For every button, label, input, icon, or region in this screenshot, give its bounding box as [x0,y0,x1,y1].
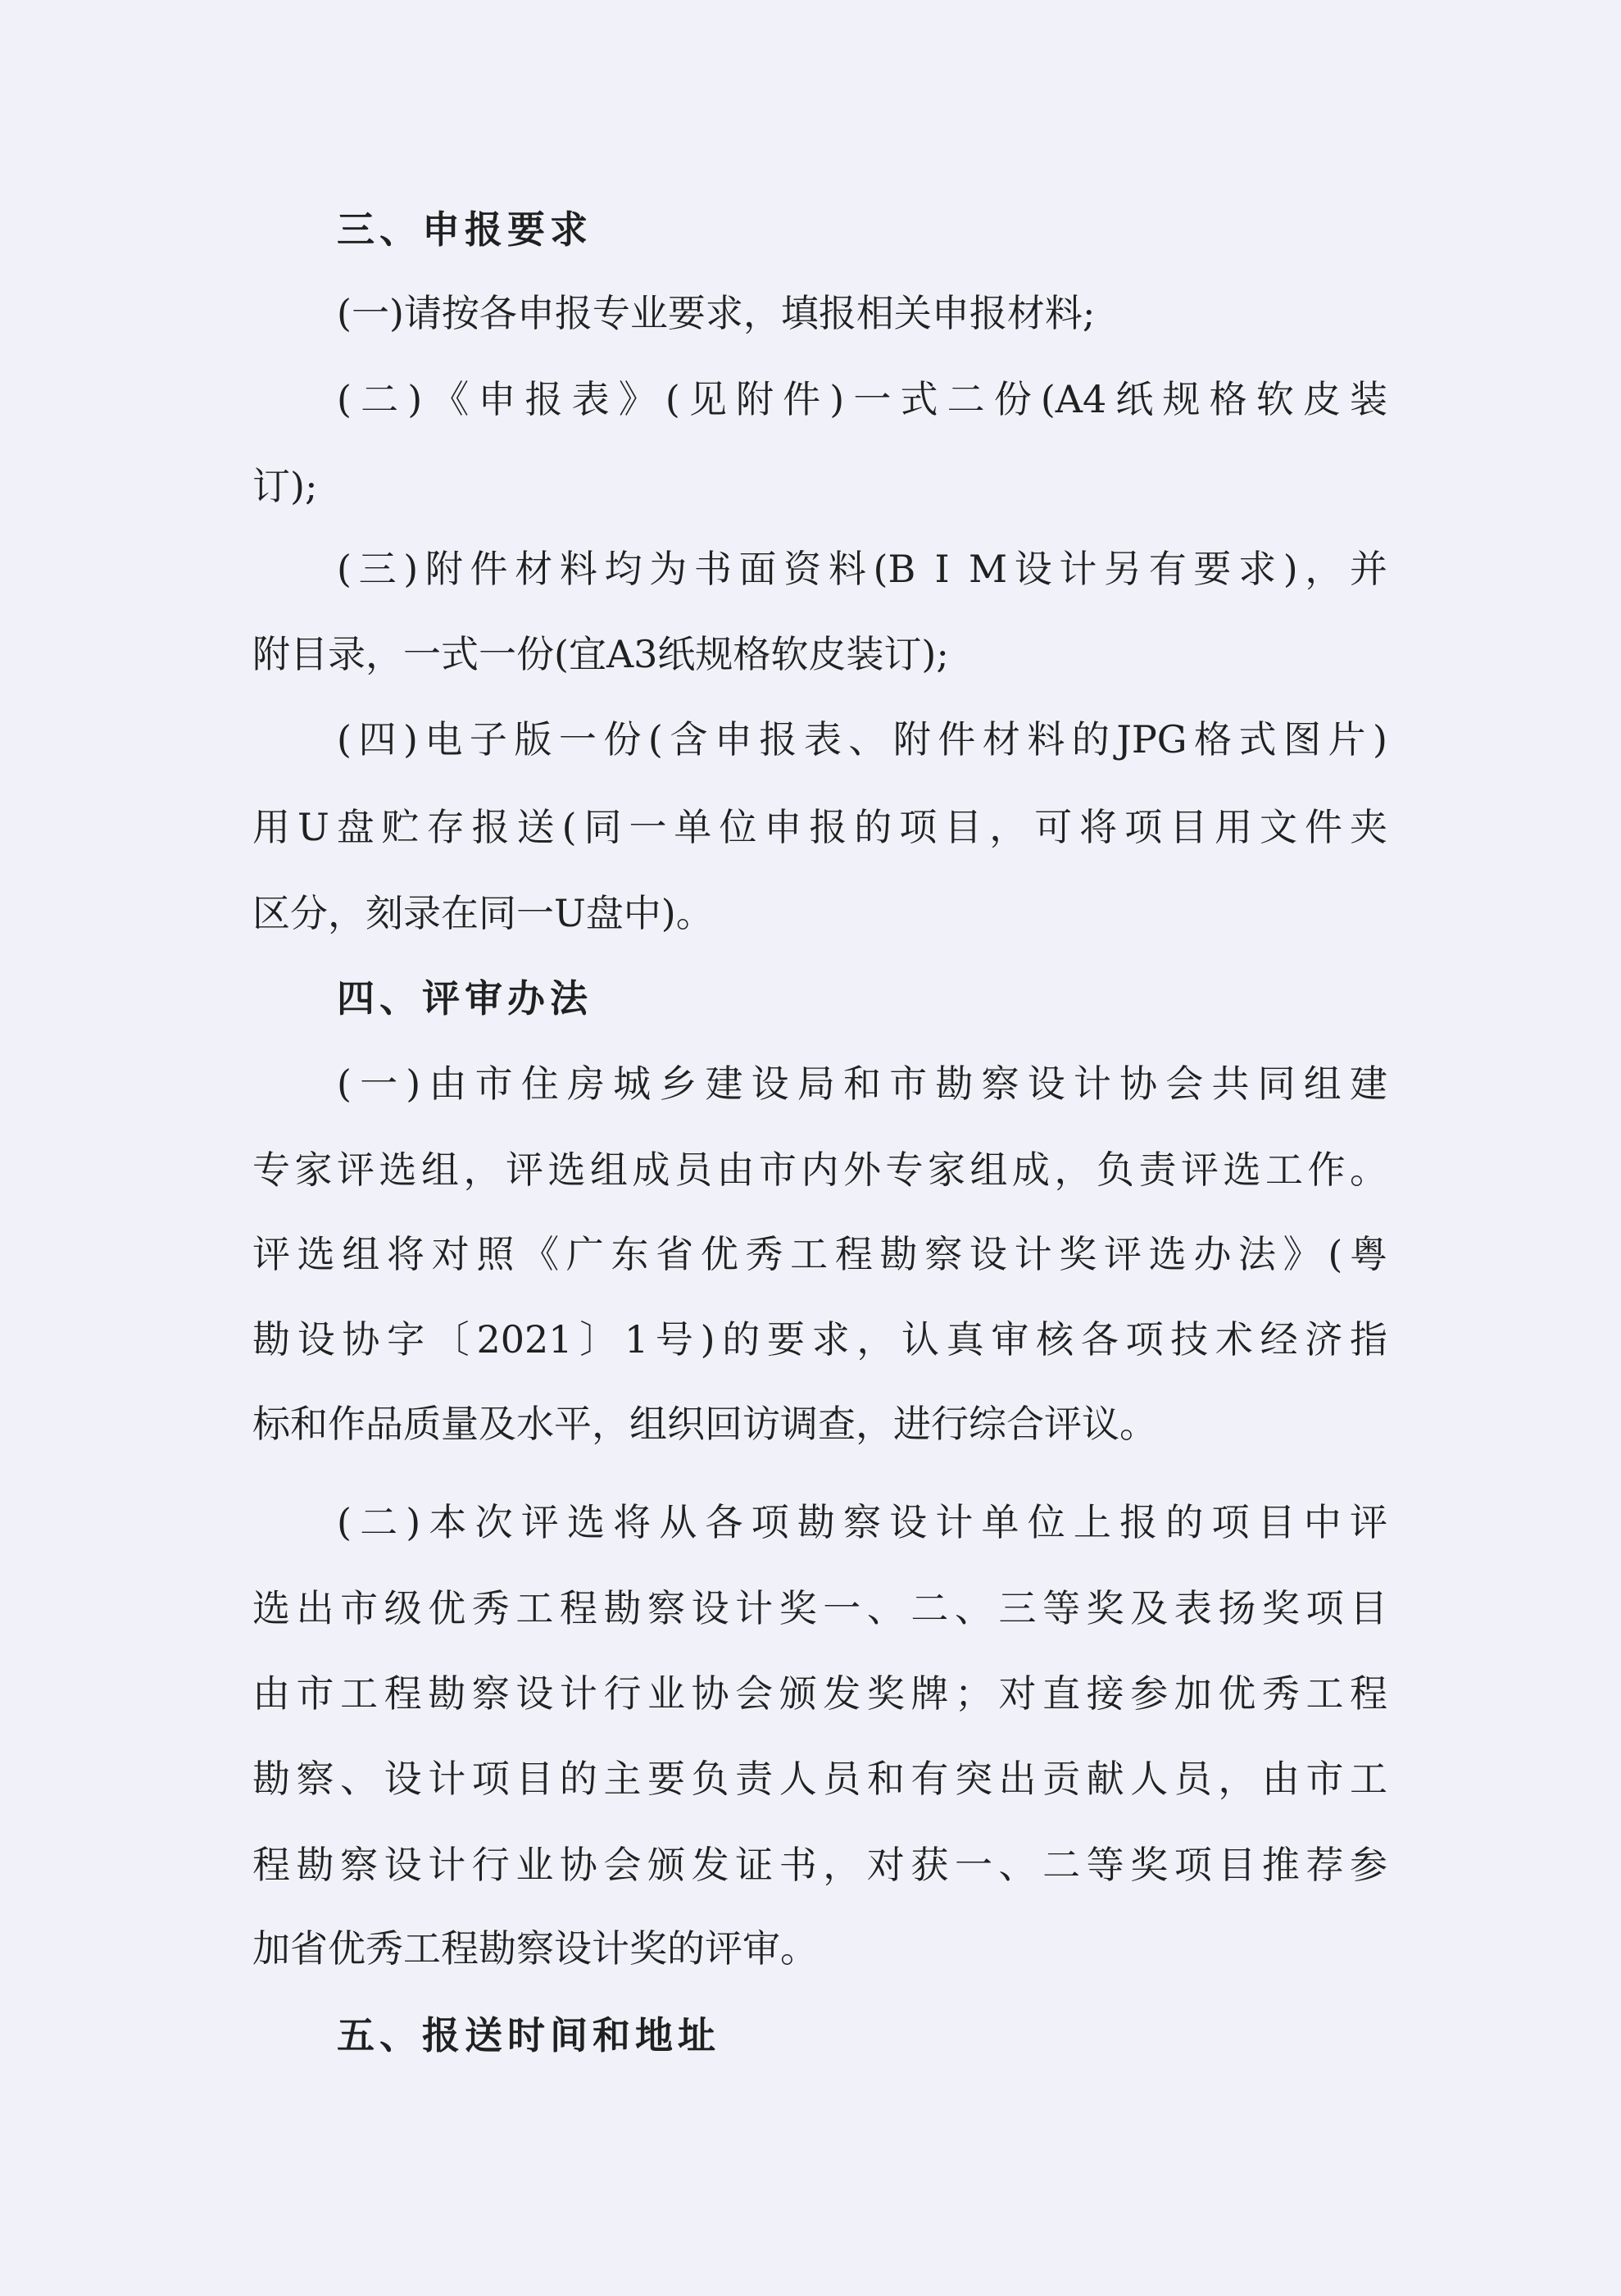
paragraph-line: (一)由市住房城乡建设局和市勘察设计协会共同组建 [337,1062,1387,1106]
paragraph-line: 勘设协字〔2021〕1号)的要求，认真审核各项技术经济指 [252,1317,1387,1362]
paragraph-line: (二)本次评选将从各项勘察设计单位上报的项目中评 [337,1500,1387,1544]
paragraph-line: 标和作品质量及水平，组织回访调查，进行综合评议。 [252,1402,1157,1446]
paragraph-line: (一)请按各申报专业要求，填报相关申报材料; [337,291,1096,335]
paragraph-line: 评选组将对照《广东省优秀工程勘察设计奖评选办法》(粤 [252,1232,1387,1276]
paragraph-line: 加省优秀工程勘察设计奖的评审。 [252,1926,818,1971]
paragraph-line: 附目录，一式一份(宜A3纸规格软皮装订); [252,632,949,676]
paragraph-line: 勘察、设计项目的主要负责人员和有突出贡献人员，由市工 [252,1757,1387,1801]
paragraph-line: 专家评选组，评选组成员由市内外专家组成，负责评选工作。 [252,1148,1387,1192]
paragraph-line: 用U盘贮存报送(同一单位申报的项目，可将项目用文件夹 [252,805,1387,849]
paragraph-line: (四)电子版一份(含申报表、附件材料的JPG格式图片) [337,717,1387,762]
section-heading-submission-time-address: 五、报送时间和地址 [337,2013,720,2057]
paragraph-line: 订); [252,464,318,508]
section-heading-review-method: 四、评审办法 [337,976,593,1021]
paragraph-line: 程勘察设计行业协会颁发证书，对获一、二等奖项目推荐参 [252,1843,1387,1887]
paragraph-line: 区分，刻录在同一U盘中)。 [252,891,714,935]
paragraph-line: 由市工程勘察设计行业协会颁发奖牌；对直接参加优秀工程 [252,1671,1387,1716]
paragraph-line: (二)《申报表》(见附件)一式二份(A4纸规格软皮装 [337,377,1387,421]
paragraph-line: (三)附件材料均为书面资料(B I M设计另有要求)，并 [337,547,1387,591]
paragraph-line: 选出市级优秀工程勘察设计奖一、二、三等奖及表扬奖项目 [252,1586,1387,1630]
section-heading-application-requirements: 三、申报要求 [337,207,593,252]
